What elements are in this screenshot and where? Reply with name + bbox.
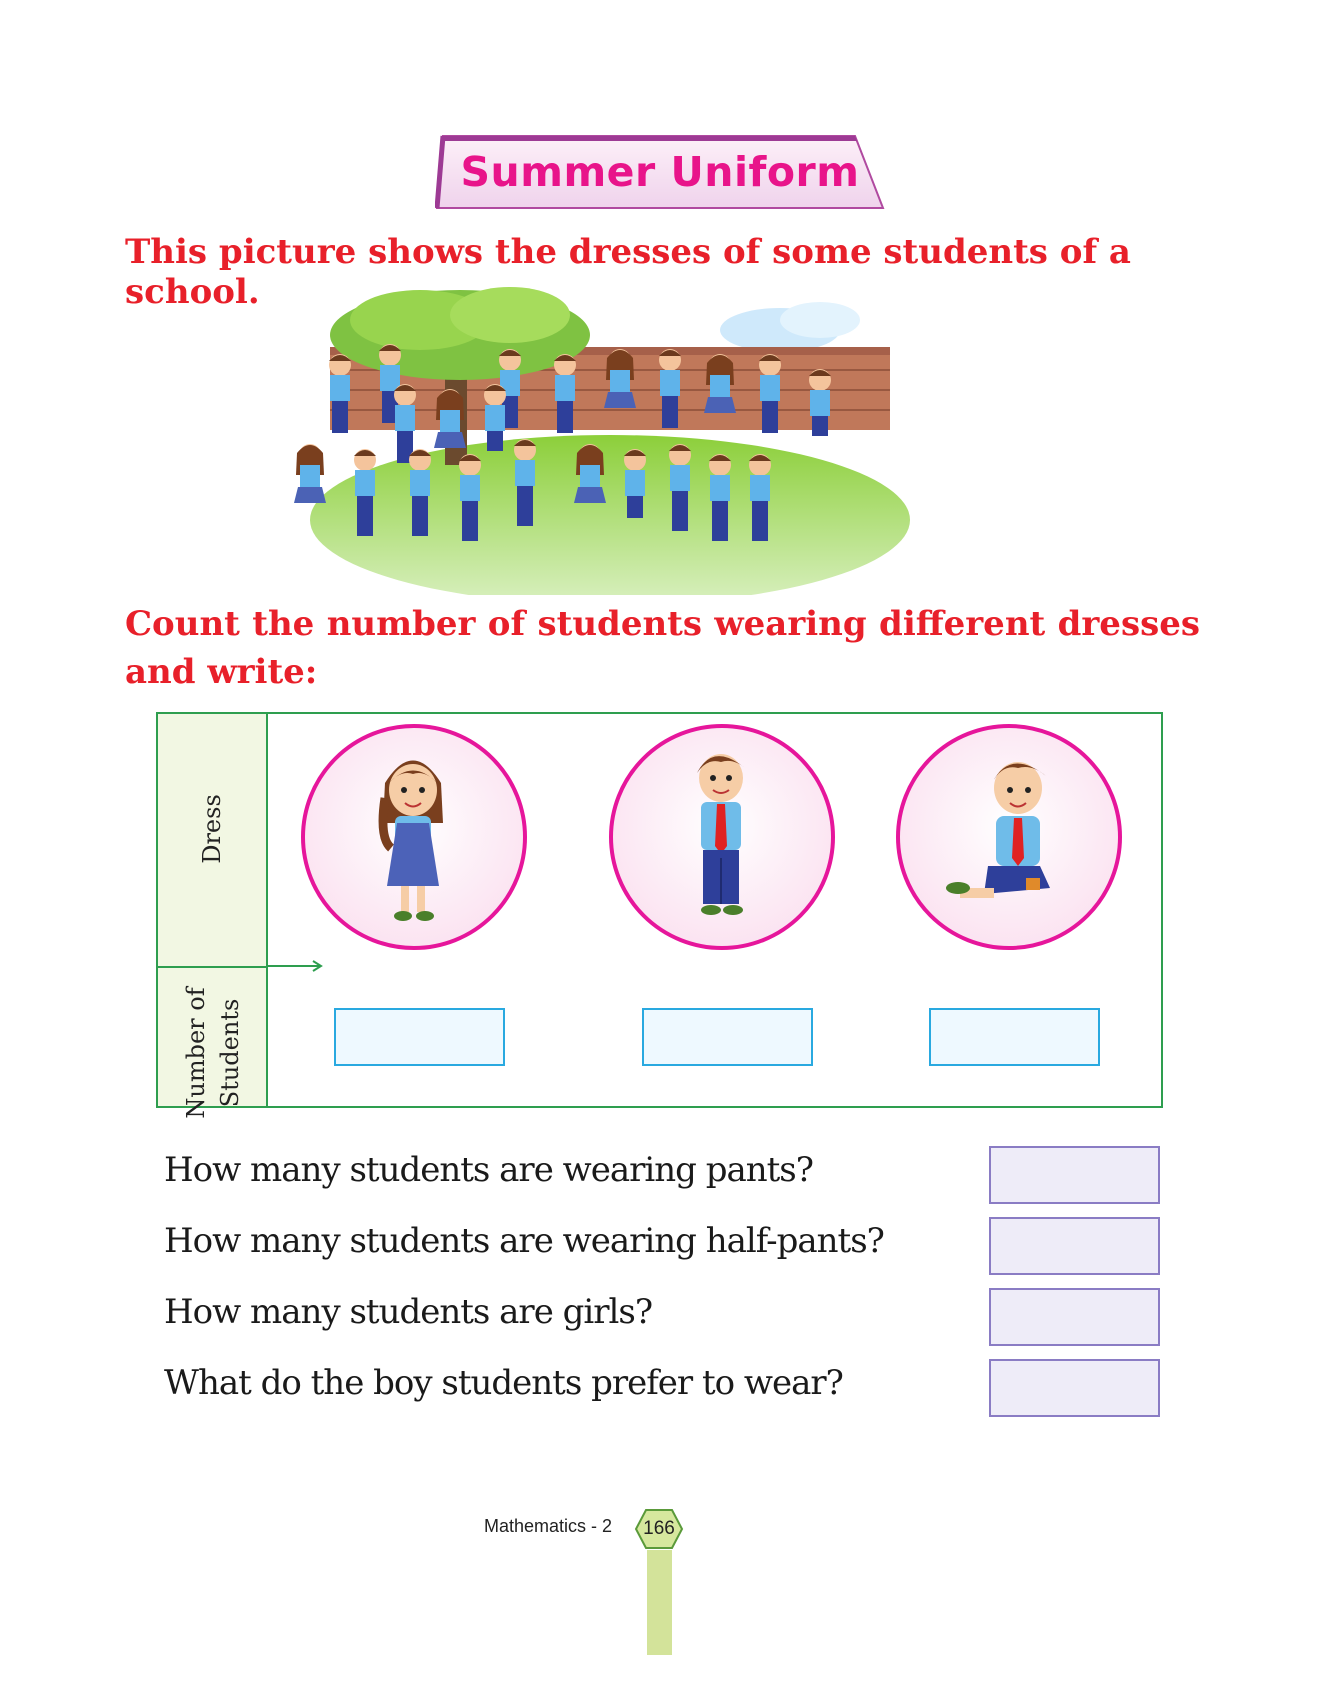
dress-row-label: Dress [198,794,226,864]
page-title: Summer Uniform [460,148,860,196]
count-input-girl-skirt[interactable] [334,1008,505,1066]
intro-heading: This picture shows the dresses of some students of a school. [125,232,1131,312]
girl-skirt-uniform-icon [305,728,523,946]
instruction-heading: Count the number of students wearing different dresses and write: [125,604,1200,692]
dress-circle-boy-half-pants [896,724,1122,950]
question-half-pants: How many students are wearing half-pants? [164,1221,884,1261]
count-input-boy-pants[interactable] [642,1008,813,1066]
boy-pants-uniform-icon [613,728,831,946]
title-banner [435,133,885,211]
dress-circle-girl-skirt [301,724,527,950]
question-pants: How many students are wearing pants? [164,1150,813,1190]
count-input-boy-half-pants[interactable] [929,1008,1100,1066]
boy-half-pants-uniform-icon [900,728,1118,946]
answer-box-girls[interactable] [989,1288,1160,1346]
book-title: Mathematics - 2 [484,1516,613,1536]
dress-circle-boy-pants [609,724,835,950]
arrow-right-icon [268,958,328,974]
page-number: 166 [643,1518,675,1539]
row-labels-column [158,714,268,1119]
answer-box-boys-prefer[interactable] [989,1359,1160,1417]
question-girls: How many students are girls? [164,1292,653,1332]
number-of-students-row-label: Number of Students [182,987,244,1119]
answer-box-pants[interactable] [989,1146,1160,1204]
page-strip [647,1550,672,1655]
dress-count-table [156,712,1163,1119]
school-students-illustration [290,275,910,595]
question-boys-prefer: What do the boy students prefer to wear? [164,1363,843,1403]
answer-box-half-pants[interactable] [989,1217,1160,1275]
